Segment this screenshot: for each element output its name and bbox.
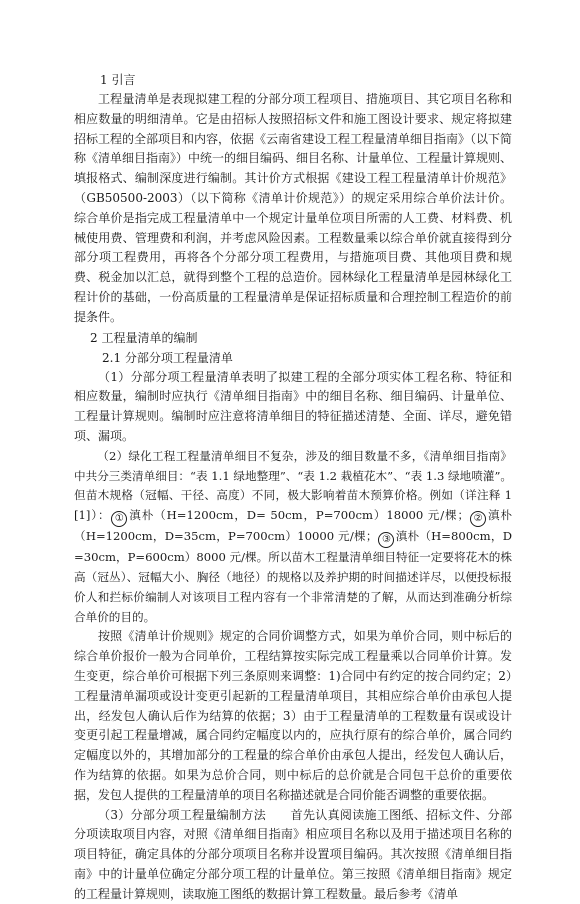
paragraph-item-1: （1）分部分项工程量清单表明了拟建工程的全部分项实体工程名称、特征和相应数量，编制时应执行《清单细目指南》中的细目名称、细目编码、计量单位、工程量计算规则。编制时应注意将清单细目的特征描述清楚、全面、详尽，避免错项、漏项。 <box>74 368 512 447</box>
paragraph-item-2 <box>74 447 512 628</box>
paragraph-item-2-text-d: 滇朴（H=1200cm，D=35cm，P=700cm）10000 元/棵； <box>74 508 512 543</box>
heading-section-2: 2 工程量清单的编制 <box>74 328 512 348</box>
circled-number-3: ③ <box>378 532 394 548</box>
paragraph-introduction: 工程量清单是表现拟建工程的分部分项工程项目、措施项目、其它项目名称和相应数量的明细清单。它是由招标人按照招标文件和施工图设计要求、规定将拟建招标工程的全部项目和内容，依据《云南省建设工程工程量清单细目指南》（以下简称《清单细目指南》）中统一的细目编码、细目名称、计量单位、工程量计算规则、填报格式、编制深度进行编制。其计价方式根据《建设工程工程量清单计价规范》（GB50500-2003）（以下简称《清单计价规范》）的规定采用综合单价法计价。综合单价是指完成工程量清单中一个规定计量单位项目所需的人工费、材料费、机械使用费、管理费和利润，并考虑风险因素。工程数量乘以综合单价就直接得到分部分项工程费用，再将各个分部分项工程费用，与措施项目费、其他项目费和规费、税金加以汇总，就得到整个工程的总造价。园林绿化工程量清单是园林绿化工程计价的基础，一份高质量的工程量清单是保证招标质量和合理控制工程造价的前提条件。 <box>74 90 512 328</box>
circled-number-2: ② <box>470 511 486 527</box>
heading-introduction: 1 引言 <box>74 70 512 90</box>
paragraph-item-3: （3）分部分项工程量编制方法 首先认真阅读施工图纸、招标文件、分部分项读取项目内容，对照《清单细目指南》相应项目名称以及用于描述项目名称的项目特征，确定具体的分部分项项目名称并设置项目编码。其次按照《清单细目指南》中的计量单位确定分部分项工程的计量单位。第三按照《清单细目指南》规定的工程量计算规则，读取施工图纸的数据计算工程数量。最后参考《清单 <box>74 806 512 904</box>
heading-section-2-1: 2.1 分部分项工程量清单 <box>74 348 512 368</box>
circled-number-1: ① <box>111 511 127 527</box>
paragraph-item-2-text-a: （2）绿化工程工程量清单细目不复杂，涉及的细目数量不多，《清单细目指南》中共分三类清单细目：“表 1.1 绿地整理”、“表 1.2 栽植花木”、“表 1.3 绿地喷灌”。但苗木规格（冠幅、干径、高度）不同，极大影响着苗木预算价格。例如（详注释 1[1]）： <box>74 449 512 522</box>
paragraph-contract-adjustment: 按照《清单计价规则》规定的合同价调整方式，如果为单价合同，则中标后的综合单价报价一般为合同单价，工程结算按实际完成工程量乘以合同单价计算。发生变更，综合单价可根据下列三条原则来调整：1)合同中有约定的按合同约定；2）工程量清单漏项或设计变更引起新的工程量清单项目，其相应综合单价由承包人提出，经发包人确认后作为结算的依据；3）由于工程量清单的工程数量有误或设计变更引起工程量增减，属合同约定幅度以内的，应执行原有的综合单价，属合同约定幅度以外的，其增加部分的工程量的综合单价由承包人提出，经发包人确认后，作为结算的依据。如果为总价合同，则中标后的总价就是合同包干总价的重要依据，发包人提供的工程量清单的项目名称描述就是合同价能否调整的重要依据。 <box>74 627 512 805</box>
paragraph-item-2-text-b: 滇朴（H=1200cm，D= 50cm，P=700cm）18000 元/棵； <box>128 508 469 522</box>
paragraph-item-2-text-e: 滇朴（H=800cm，D=30cm，P=600cm）8000 元/棵。所以苗木工程量清单细目特征一定要将花木的株高（冠丛）、冠幅大小、胸径（地径）的规格以及养护期的时间描述详尽，以便投标报价人和拦标价编制人对该项目工程内容有一个非常清楚的了解，从而达到准确分析综合单价的目的。 <box>74 529 512 623</box>
